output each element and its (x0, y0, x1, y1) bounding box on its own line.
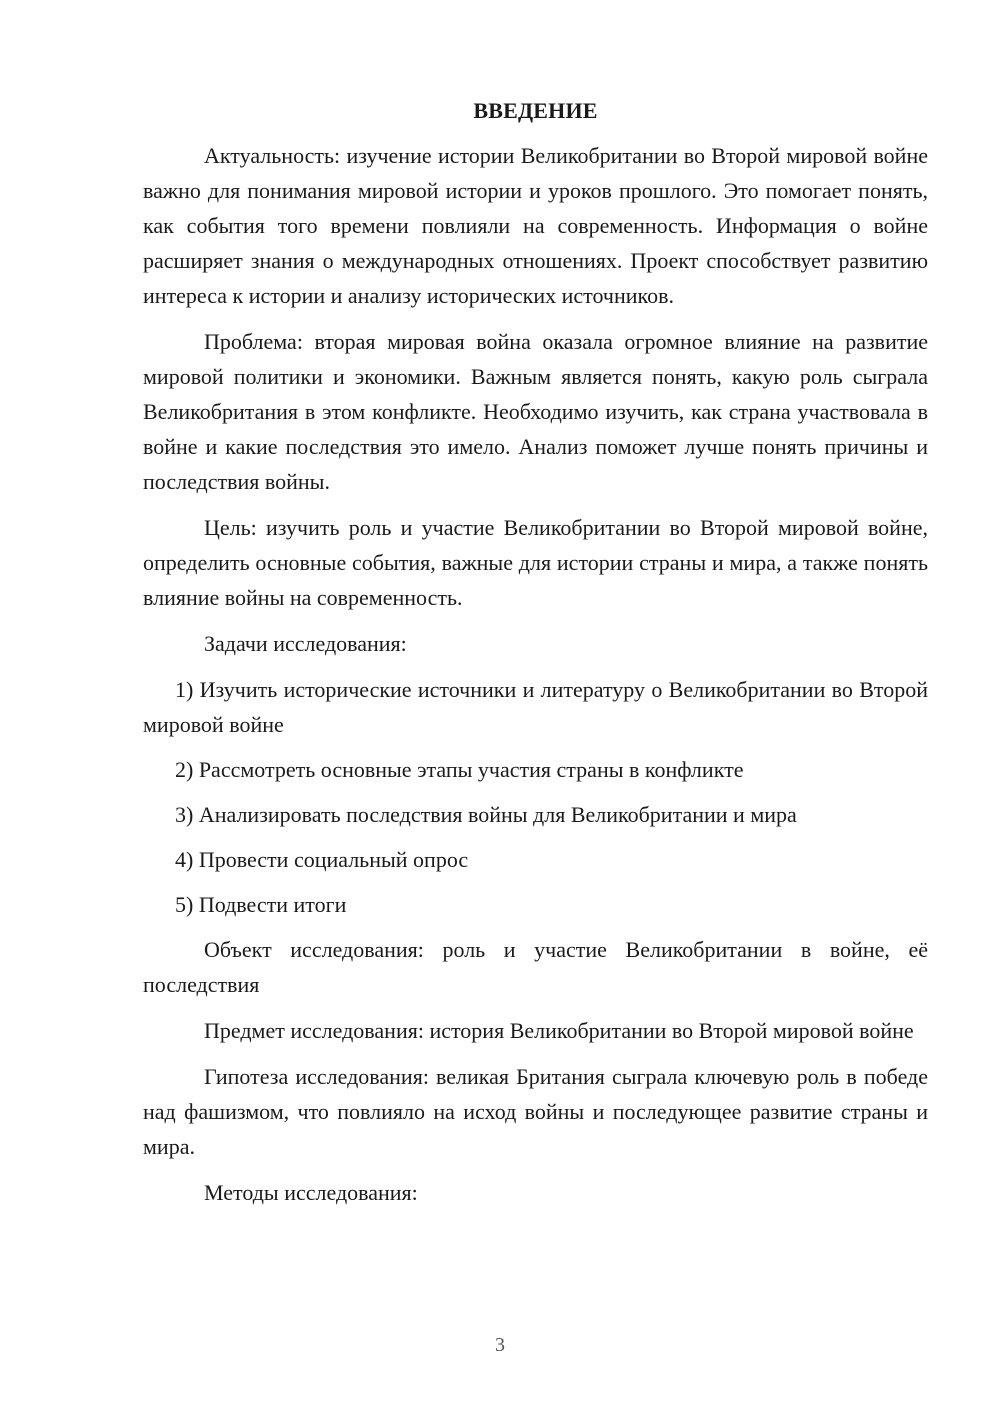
subject-paragraph: Предмет исследования: история Великобритании во Второй мировой войне (204, 1018, 914, 1043)
list-item: 1) Изучить исторические источники и литературу о Великобритании во Второй мировой войне (143, 677, 928, 737)
relevance-paragraph: Актуальность: изучение истории Великобритании во Второй мировой войне важно для понимания мировой истории и уроков прошлого. Это помогает понять, как события того времени повлияли на современность. Информация о войне расширяет знания о международных отношениях. Проект способствует развитию интереса к истории и анализу исторических источников. (143, 143, 928, 308)
page-number: 3 (495, 1334, 505, 1356)
object-paragraph: Объект исследования: роль и участие Великобритании в войне, её последствия (143, 937, 928, 997)
tasks-heading: Задачи исследования: (204, 631, 407, 656)
hypothesis-paragraph: Гипотеза исследования: великая Британия сыграла ключевую роль в победе над фашизмом, что повлияло на исход войны и последующее развитие страны и мира. (143, 1064, 928, 1159)
tasks-list (143, 672, 928, 922)
list-item: 3) Анализировать последствия войны для Великобритании и мира (175, 802, 797, 827)
section-title: ВВЕДЕНИЕ (473, 98, 598, 123)
list-item: 4) Провести социальный опрос (175, 847, 469, 872)
methods-heading: Методы исследования: (204, 1180, 418, 1205)
list-item: 5) Подвести итоги (175, 892, 347, 917)
document-page (143, 96, 928, 1221)
problem-paragraph: Проблема: вторая мировая война оказала огромное влияние на развитие мировой политики и экономики. Важным является понять, какую роль сыграла Великобритания в этом конфликте. Необходимо изучить, как страна участвовала в войне и какие последствия это имело. Анализ поможет лучше понять причины и последствия войны. (143, 329, 928, 494)
list-item: 2) Рассмотреть основные этапы участия страны в конфликте (175, 757, 744, 782)
goal-paragraph: Цель: изучить роль и участие Великобритании во Второй мировой войне, определить основные события, важные для истории страны и мира, а также понять влияние войны на современность. (143, 515, 928, 610)
